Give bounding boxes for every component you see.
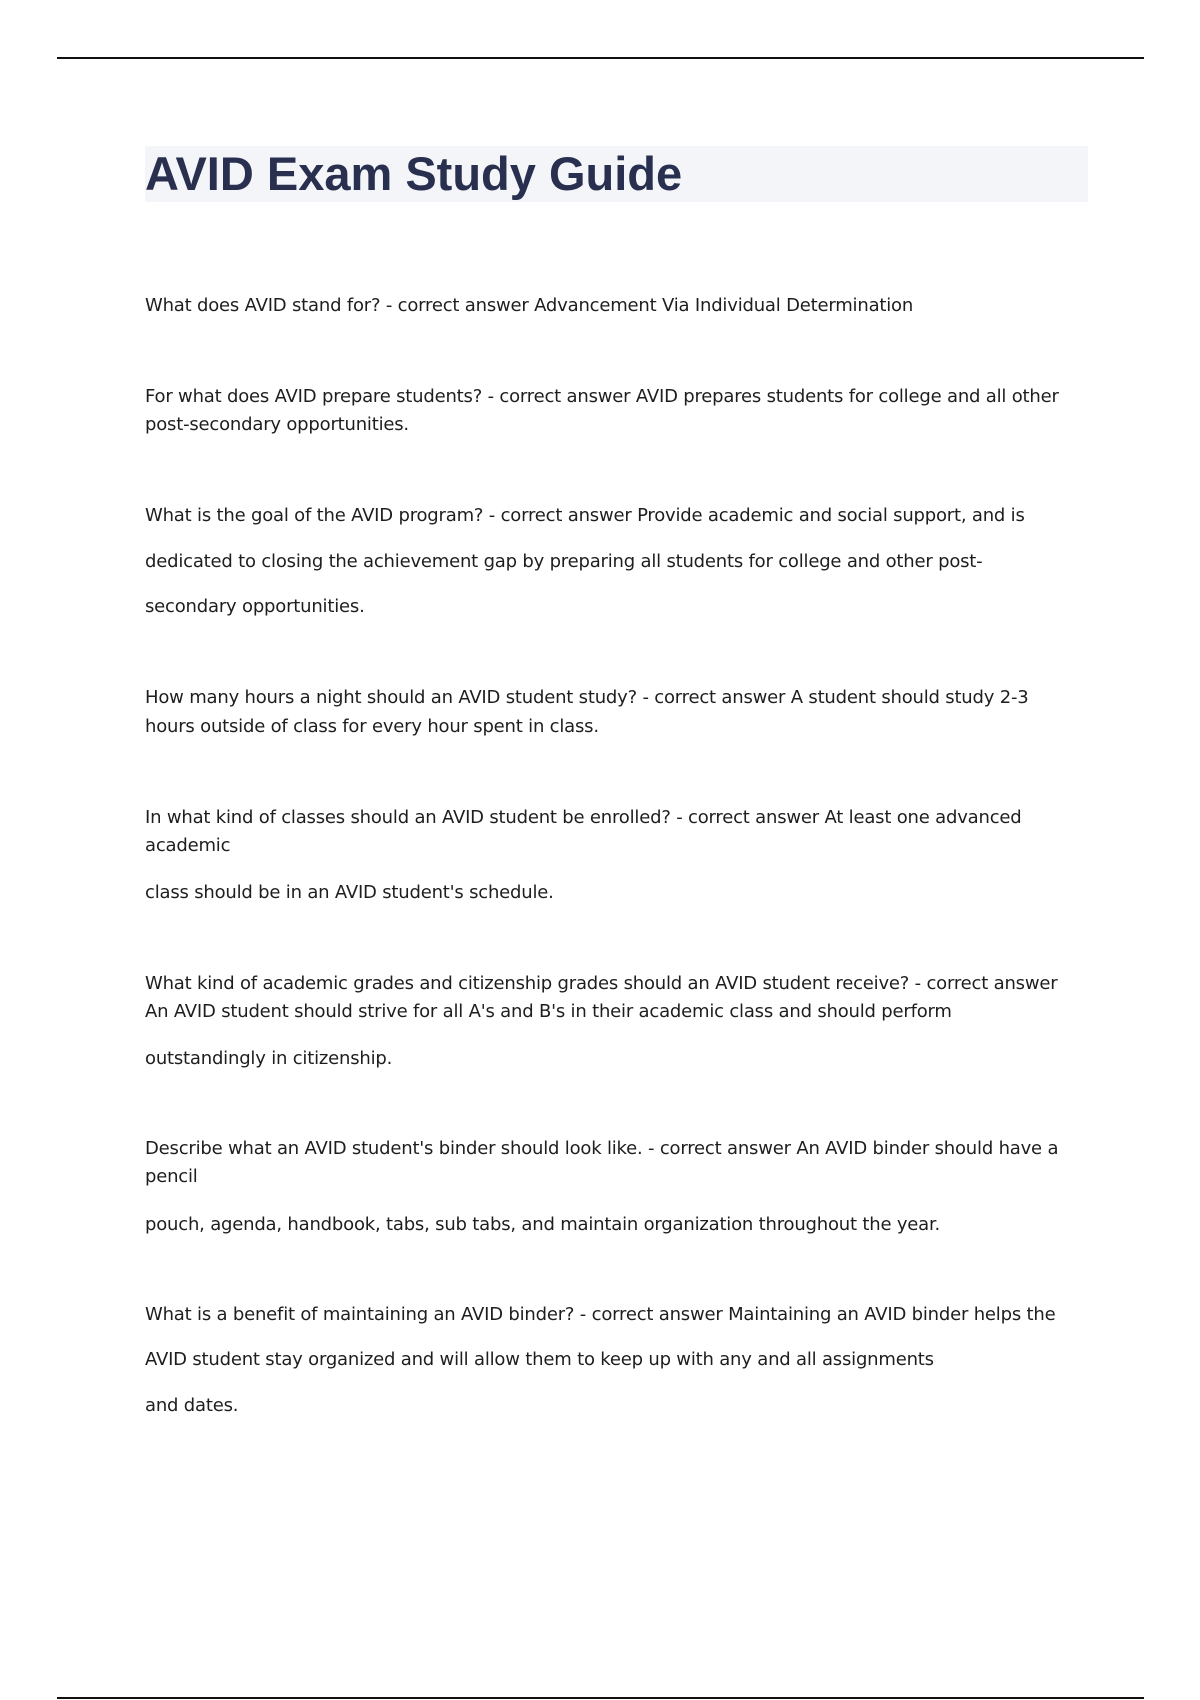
document-title: AVID Exam Study Guide bbox=[145, 147, 683, 200]
qa-line: secondary opportunities. bbox=[145, 596, 365, 617]
qa-line: academic bbox=[145, 835, 231, 856]
bottom-rule bbox=[57, 1697, 1144, 1699]
qa-line: pouch, agenda, handbook, tabs, sub tabs, and maintain organization throughout the year. bbox=[145, 1214, 941, 1235]
qa-line: For what does AVID prepare students? - correct answer AVID prepares students for college and all other bbox=[145, 386, 1059, 407]
qa-line: Describe what an AVID student's binder should look like. - correct answer An AVID binder should have a bbox=[145, 1138, 1059, 1159]
qa-line: AVID student stay organized and will allow them to keep up with any and all assignments bbox=[145, 1349, 934, 1370]
qa-line: outstandingly in citizenship. bbox=[145, 1048, 393, 1069]
qa-line: An AVID student should strive for all A's and B's in their academic class and should perform bbox=[145, 1001, 952, 1022]
qa-line: dedicated to closing the achievement gap by preparing all students for college and other post- bbox=[145, 551, 983, 572]
qa-line: What kind of academic grades and citizenship grades should an AVID student receive? - correct answer bbox=[145, 973, 1058, 994]
qa-line: and dates. bbox=[145, 1395, 239, 1416]
top-rule bbox=[57, 57, 1144, 59]
qa-line: What is a benefit of maintaining an AVID binder? - correct answer Maintaining an AVID binder helps the bbox=[145, 1304, 1056, 1325]
qa-line: hours outside of class for every hour spent in class. bbox=[145, 716, 599, 737]
qa-line: How many hours a night should an AVID student study? - correct answer A student should study 2-3 bbox=[145, 687, 1029, 708]
qa-line: What does AVID stand for? - correct answer Advancement Via Individual Determination bbox=[145, 295, 914, 316]
qa-line: pencil bbox=[145, 1166, 198, 1187]
qa-line: class should be in an AVID student's schedule. bbox=[145, 882, 554, 903]
qa-line: post-secondary opportunities. bbox=[145, 414, 409, 435]
qa-line: What is the goal of the AVID program? - correct answer Provide academic and social support, and is bbox=[145, 505, 1025, 526]
qa-line: In what kind of classes should an AVID student be enrolled? - correct answer At least one advanced bbox=[145, 807, 1022, 828]
